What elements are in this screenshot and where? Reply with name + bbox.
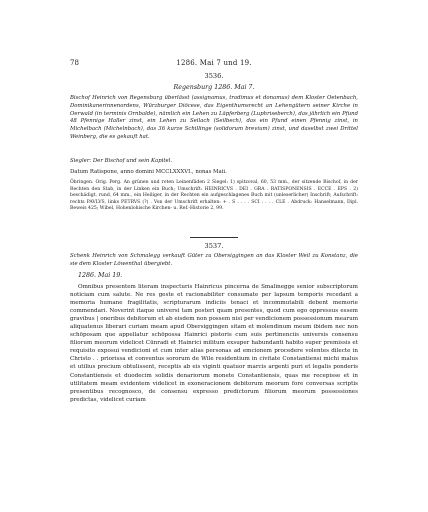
- section-divider: [190, 237, 238, 238]
- document-number: 3537.: [204, 242, 224, 250]
- charter-paragraph: Omnibus presentem literam inspecturis Hainricus pincerna de Smalinegge senior subscriptorum noticiam cum salute. Ne res geste et racionabiliter consumate per lapsum temporis recedant a memoria humane fragilitatis, scripturarum indiciis tenaci et incommutabili debent memorie commendari. Noverint itaque universi tam posteri quam presentes, quod cum ego oppressus essem gravibus | oneribus debitorum et ab eisdem non possem nisi per vendicionem possessionum mearum aliquatenus liberari curiam meam apud Obersiggingen sitam et molendinum meum ibidem nec non schōposam que appellatur schōpossa Hainrici pistoris cum suis pertinenciis universis consensu filiorum meorum videlicet Cūnradi et Hainrici militum exsuper habundanti habito super premissis et requisito exposui vendicioni et cum inter alias personas ad emcionem procedere volentes dilecte in Christo . . priorissa et conventus sororum de Wile residentium in civitate Constantiensi michi malus et utilius precium obtulissent, receptis ab eis viginti quatuor marcis argenti puri et legalis ponderis Constantiensis et duodecim solidis denariorum monete Constantiensis, quas me recepisse et in utilitatem meam evidentem videlicet in exoneracionem debitorum meorum fore conversas scriptis presentibus recognosco, de consensu expresso predictorum filiorum meorum possessiones predictas, videlicet curiam: [70, 284, 358, 403]
- document-dateline: Regensburg 1286. Mai 7.: [173, 84, 255, 91]
- datum-line: Datum Ratispone, anno domini MCCLXXXVI., nonas Maii.: [70, 169, 227, 175]
- running-title: 1286. Mai 7 und 19.: [176, 59, 252, 67]
- charter-text: [70, 283, 358, 404]
- source-notes: Öhringen. Orig. Perg. An grünen und roten Leinenfäden 2 Siegel: 1) spitzoval, 60, 53 mm., der sitzende Bischof, in der Rechten den Stab, in der Linken ein Buch; Umschrift: HEINRICVS . DEI . GRA . RATISPONENSIS . ECCE . EPS . 2) beschädigt, rund, 64 mm., ein Heiliger, in der Rechten ein aufgeschlagenes Buch mit (unleserlicher) Inschrift; Aufschrift: rechts PAVLVS, links PETRVS (?) . Von der Umschrift erhalten: + . S . . . . SCI . . . . CLE . Abdruck: Hanselmann, Dipl. Beweis 425; Wibel, Hohenlohische Kirchen- u. Ref.-Historie 2, 99.: [70, 180, 358, 211]
- sealer-line: Siegler: Der Bischof und sein Kapitel.: [70, 158, 173, 164]
- page-header: [70, 58, 358, 68]
- page-number: 78: [70, 59, 79, 67]
- document-number: 3536.: [204, 72, 224, 80]
- document-dateline: 1286. Mai 19.: [78, 272, 123, 279]
- document-regest: Schenk Heinrich von Schmalegg verkauft Güter zu Obersiggingen an das Kloster Weil zu Konstanz, die sie dem Kloster Löwenthal übergiebt.: [70, 253, 358, 267]
- document-regest: Bischof Heinrich von Regensburg überlässt (assignamus, tradimus et donamus) dem Kloster Oetenbach, Dominikanerinnenordens, Würzburger Diöcese, das Eigenthumsrecht an Lehengütern seiner Kirche in Oerwald (in terminis Ornbalde), nämlich ein Lehen zu Läpferberg (Luphriseberch), das jährlich ein Pfund 48 Pfennige Haller zinst, ein Lehen zu Seilach (Seilbech), das ein Pfund einen Pfennig zinst, in Michelbach (Michelnbach), das 36 kurze Schillinge (solidorum brevium) zinst, und daselbst zwei Drittel Weinberg, die es gekauft hat.: [70, 95, 358, 140]
